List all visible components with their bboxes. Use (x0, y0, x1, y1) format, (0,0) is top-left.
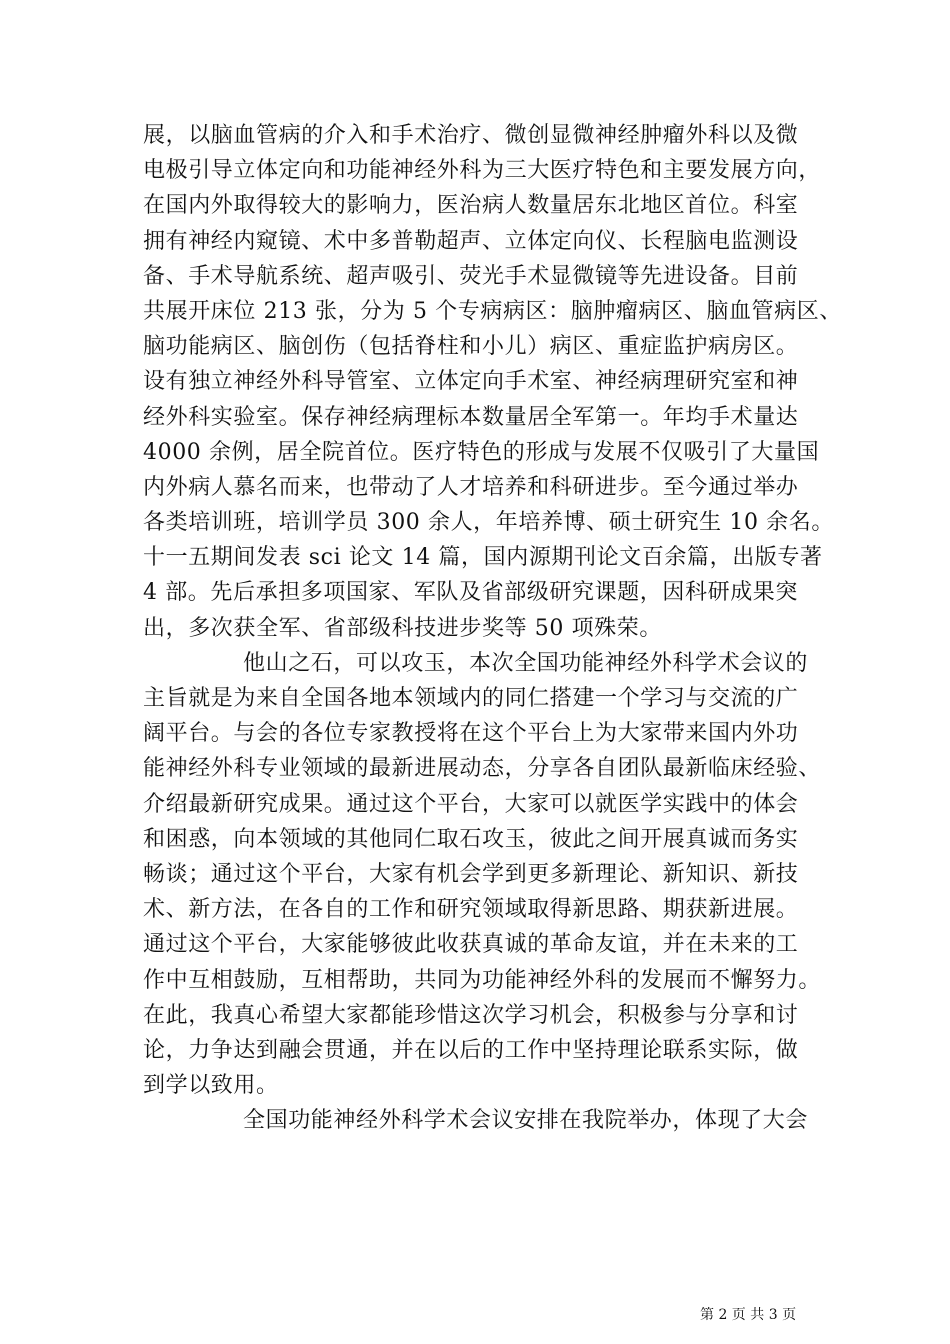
text-line: 术、新方法，在各自的工作和研究领域取得新思路、期获新进展。 (143, 897, 799, 923)
text-line: 展，以脑血管病的介入和手术治疗、微创显微神经肿瘤外科以及微 (143, 123, 799, 148)
text-line: 4 部。先后承担多项国家、军队及省部级研究课题，因科研成果突 (143, 580, 798, 606)
text-line: 论，力争达到融会贯通，并在以后的工作中坚持理论联系实际，做 (143, 1037, 799, 1063)
text-line: 备、手术导航系统、超声吸引、荧光手术显微镜等先进设备。目前 (143, 263, 799, 289)
text-line: 电极引导立体定向和功能神经外科为三大医疗特色和主要发展方向， (143, 158, 822, 184)
text-line: 全国功能神经外科学术会议安排在我院举办，体现了大会 (243, 1108, 809, 1134)
text-line: 共展开床位 213 张，分为 5 个专病病区：脑肿瘤病区、脑血管病区、 (143, 298, 842, 324)
text-line: 主旨就是为来自全国各地本领域内的同仁搭建一个学习与交流的广 (143, 686, 799, 711)
text-line: 作中互相鼓励，互相帮助，共同为功能神经外科的发展而不懈努力。 (143, 967, 822, 993)
text-line: 在此，我真心希望大家都能珍惜这次学习机会，积极参与分享和讨 (143, 1002, 799, 1028)
text-line: 各类培训班，培训学员 300 余人，年培养博、硕士研究生 10 余名。 (143, 510, 834, 536)
text-line: 能神经外科专业领域的最新进展动态，分享各自团队最新临床经验、 (143, 756, 822, 782)
text-line: 十一五期间发表 sci 论文 14 篇，国内源期刊论文百余篇，出版专著 (143, 545, 823, 571)
text-line: 阔平台。与会的各位专家教授将在这个平台上为大家带来国内外功 (143, 721, 799, 747)
text-line: 通过这个平台，大家能够彼此收获真诚的革命友谊，并在未来的工 (143, 932, 799, 958)
text-line: 出，多次获全军、省部级科技进步奖等 50 项殊荣。 (143, 615, 662, 641)
text-line: 脑功能病区、脑创伤（包括脊柱和小儿）病区、重症监护病房区。 (143, 334, 799, 360)
body-text (143, 118, 842, 1138)
text-line: 到学以致用。 (143, 1073, 279, 1099)
text-line: 和困惑，向本领域的其他同仁取石攻玉，彼此之间开展真诚而务实 (143, 826, 799, 852)
text-line: 畅谈；通过这个平台，大家有机会学到更多新理论、新知识、新技 (143, 861, 799, 887)
text-line: 拥有神经内窥镜、术中多普勒超声、立体定向仪、长程脑电监测设 (143, 228, 799, 254)
page-footer: 第 2 页 共 3 页 (700, 1307, 797, 1323)
text-line: 内外病人慕名而来，也带动了人才培养和科研进步。至今通过举办 (143, 474, 799, 500)
text-line: 他山之石，可以攻玉，本次全国功能神经外科学术会议的 (243, 650, 809, 676)
text-line: 经外科实验室。保存神经病理标本数量居全军第一。年均手术量达 (143, 404, 799, 430)
text-line: 设有独立神经外科导管室、立体定向手术室、神经病理研究室和神 (143, 369, 799, 395)
text-line: 在国内外取得较大的影响力，医治病人数量居东北地区首位。科室 (143, 193, 799, 219)
text-line: 介绍最新研究成果。通过这个平台，大家可以就医学实践中的体会 (143, 791, 799, 817)
text-line: 4000 余例，居全院首位。医疗特色的形成与发展不仅吸引了大量国 (143, 439, 820, 465)
